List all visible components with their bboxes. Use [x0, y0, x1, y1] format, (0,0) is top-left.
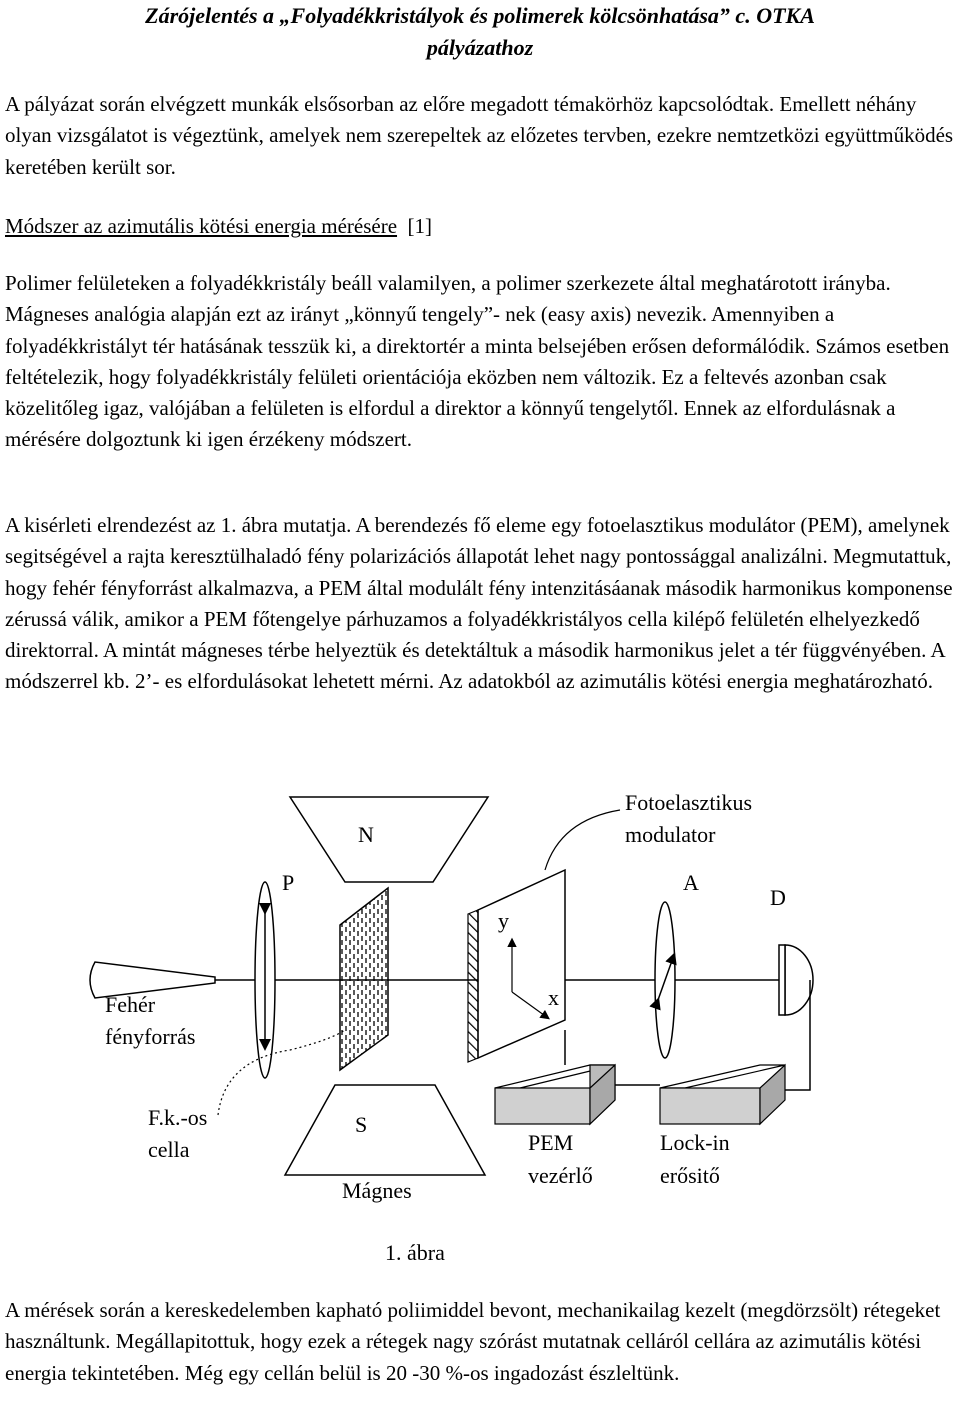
label-lockin-2: erősitő	[660, 1163, 720, 1188]
detector-base	[779, 945, 785, 1015]
method-paragraph: Polimer felületeken a folyadékkristály beáll valamilyen, a polimer szerkezete által meghatárotott irányba. Mágneses analógia alapján ezt az irányt „könnyű tengely”- nek (easy axis) nevezik. Amennyiben a folyadékkristályt tér hatásának tesszük ki, a direktortér a minta belsejében erősen deformálódik. Számos esetben feltételezik, hogy folyadékkristály felületi orientációja eközben nem változik. Ez a feltevés azonban csak közelitőleg igaz, valójában a felületen is elfordul a direktor a könnyű tengelytől. Ennek az elfordulásnak a mérésére dolgoztunk ki igen érzékeny módszert.	[5, 271, 950, 452]
lc-cell-icon	[340, 888, 388, 1070]
label-light-source-2: fényforrás	[105, 1024, 196, 1049]
lockin-box	[660, 1065, 785, 1124]
pem-label-pointer	[545, 810, 620, 870]
intro-paragraph: A pályázat során elvégzett munkák elsősorban az előre megadott témakörhöz kapcsolódtak. Emellett néhány olyan vizsgálatot is végeztünk, amelyek nem szerepeltek az előzetes tervben, ezekre nemtzetközi együttműködés keretében került sor.	[5, 92, 954, 179]
pem-controller-box	[495, 1065, 615, 1124]
label-lockin-1: Lock-in	[660, 1130, 730, 1155]
pem-frame	[478, 870, 565, 1058]
label-photoelastic-2: modulator	[625, 822, 716, 847]
label-detector: D	[770, 885, 786, 910]
label-light-source-1: Fehér	[105, 992, 156, 1017]
magnet-s-pole-icon	[285, 1085, 485, 1175]
document-title	[0, 0, 960, 64]
title-line-2: pályázathoz	[426, 35, 534, 60]
section-reference: [1]	[407, 214, 433, 238]
magnet-n-pole-icon	[290, 797, 488, 882]
label-magnet: Mágnes	[342, 1178, 412, 1203]
detector-icon	[785, 945, 813, 1015]
label-cell-1: F.k.-os	[148, 1105, 208, 1130]
figure-caption: 1. ábra	[385, 1240, 445, 1265]
section-heading-text: Módszer az azimutális kötési energia mérésére	[5, 214, 398, 238]
label-pem-controller-1: PEM	[528, 1130, 574, 1155]
title-line-1: Zárójelentés a „Folyadékkristályok és polimerek kölcsönhatása” c. OTKA	[145, 3, 815, 28]
section-heading	[5, 211, 432, 242]
label-s-pole: S	[355, 1112, 368, 1137]
results-paragraph: A mérések során a kereskedelemben kapható poliimiddel bevont, mechanikailag kezelt (megdörzsölt) rétegeket használtunk. Megállapitottuk, hogy ezek a rétegek nagy szórást mutatnak celláról cellára az azimutális kötési energia tekintetében. Még egy cellán belül is 20 -30 %-os ingadozást észleltünk.	[5, 1298, 941, 1385]
setup-paragraph: A kisérleti elrendezést az 1. ábra mutatja. A berendezés fő eleme egy fotoelasztikus modulátor (PEM), amelynek segitségével a rajta keresztülhaladó fény polarizációs állapotát lehet nagy pontossággal analizálni. Megmutattuk, hogy fehér fényforrást alkalmazva, a PEM által modulált fény intenzitásáanak második harmonikus komponense zérussá válik, amikor a PEM főtengelye párhuzamos a folyadékkristályos cella kilépő felületén elhelyezkedő direktorral. A mintát mágneses térbe helyeztük és detektáltuk a második harmonikus jelet a tér függvényében. A módszerrel kb. 2’- es elfordulásokat lehetett mérni. Az adatokból az azimutális kötési energia meghatározható.	[5, 513, 953, 694]
experimental-setup-figure	[0, 770, 960, 1280]
label-cell-2: cella	[148, 1137, 190, 1162]
label-photoelastic-1: Fotoelasztikus	[625, 790, 753, 815]
label-pem-controller-2: vezérlő	[528, 1163, 593, 1188]
label-x-axis: x	[548, 985, 559, 1010]
label-n-pole: N	[358, 822, 374, 847]
label-analyzer: A	[683, 870, 699, 895]
label-polarizer: P	[282, 870, 295, 895]
label-y-axis: y	[498, 908, 509, 933]
pem-hatched-edge	[468, 910, 478, 1062]
